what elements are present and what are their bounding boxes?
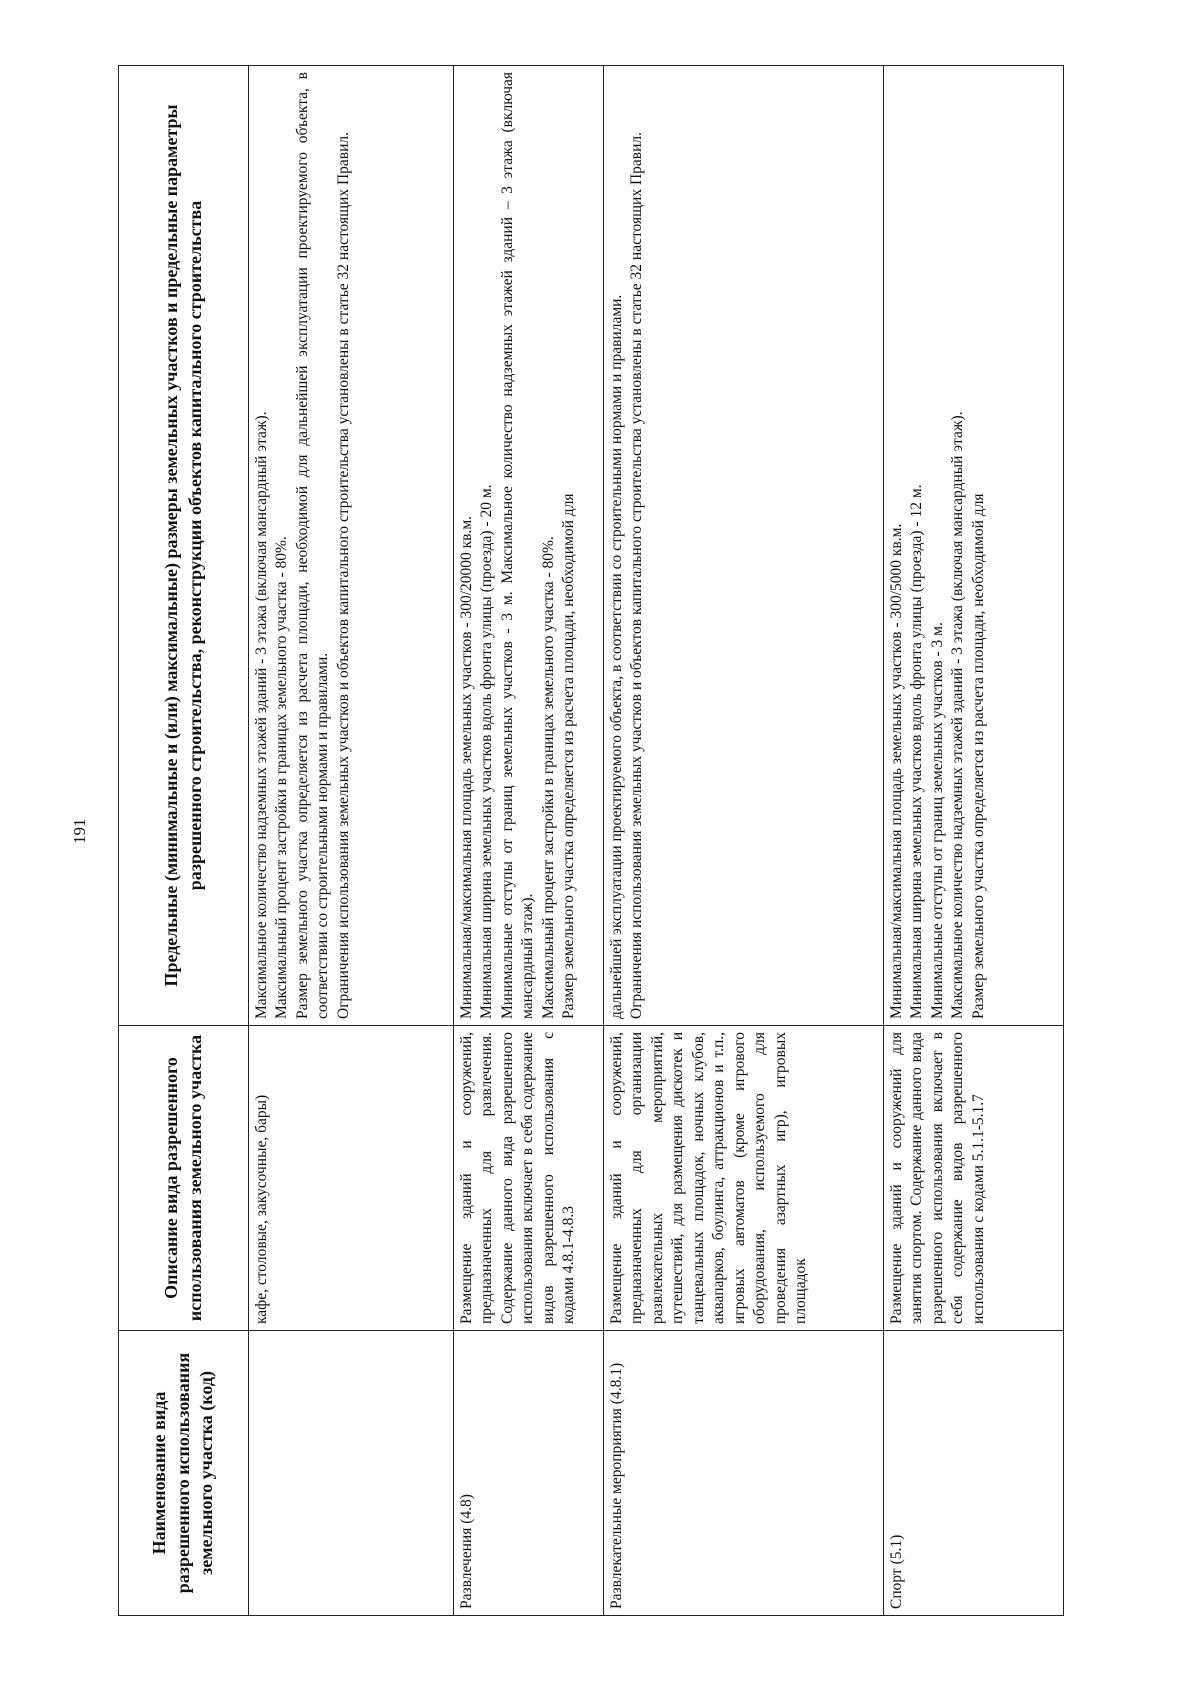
cell-use-name: Развлечения (4.8) (454, 1331, 604, 1616)
param-line: Минимальная/максимальная площадь земельных участков - 300/5000 кв.м. (888, 523, 905, 1019)
page-number: 191 (70, 818, 89, 844)
table-row (884, 66, 1064, 1616)
cell-use-description: Размещение зданий и сооружений, предназначенных для развлечения. Содержание данного вида разрешенного использования включает в себя содержание видов разрешенного использования с кодами 4.8.1-4.8.3 (454, 1026, 604, 1331)
param-line: Максимальный процент застройки в границах земельного участка - 80%. (539, 536, 557, 1019)
param-line: Минимальная ширина земельных участков вдоль фронта улицы (проезда) - 20 м. (478, 484, 496, 1019)
cell-use-name: Спорт (5.1) (884, 1331, 1064, 1616)
param-line: Размер земельного участка определяется из расчета площади, необходимой для (969, 493, 987, 1019)
header-parameters: Предельные (минимальные и (или) максимальные) размеры земельных участков и предельные параметры разрешенного строительства, реконструкции объектов капитального строительства (119, 66, 249, 1026)
cell-use-description: кафе, столовые, закусочные, бары) (249, 1026, 454, 1331)
param-line: Минимальные отступы от границ земельных участков - 3 м. Максимальное количество надземных этажей зданий – 3 этажа (включая мансардный этаж). (498, 72, 537, 1019)
table-row (604, 66, 884, 1616)
cell-use-name: Развлекательные мероприятия (4.8.1) (604, 1331, 884, 1616)
cell-use-description: Размещение зданий и сооружений для занятия спортом. Содержание данного вида разрешенного использования включает в себя содержание видов разрешенного использования с кодами 5.1.1-5.1.7 (884, 1026, 1064, 1331)
param-line: дальнейшей эксплуатации проектируемого объекта, в соответствии со строительными нормами и правилами. (608, 294, 625, 1019)
cell-use-description: Размещение зданий и сооружений, предназначенных для организации развлекательных мероприятий, путешествий, для размещения дискотек и танцевальных площадок, ночных клубов, аквапарков, боулинга, аттракционов и т.п., игровых автоматов (кроме игрового оборудования, используемого для проведения азартных игр), игровых площадок (604, 1026, 884, 1331)
table-row (249, 66, 454, 1616)
param-line: Максимальное количество надземных этажей зданий - 3 этажа (включая мансардный этаж). (253, 411, 270, 1019)
cell-parameters (604, 66, 884, 1026)
param-line: Размер земельного участка определяется из расчета площади, необходимой для (560, 493, 578, 1019)
cell-use-name (249, 1331, 454, 1616)
rotated-page (118, 66, 1118, 1616)
header-use-name: Наименование вида разрешенного использования земельного участка (код) (119, 1331, 249, 1616)
param-line: Минимальная ширина земельных участков вдоль фронта улицы (проезда) - 12 м. (908, 484, 926, 1019)
table-row (454, 66, 604, 1616)
cell-parameters (884, 66, 1064, 1026)
param-line: Минимальные отступы от границ земельных участков - 3 м. (928, 622, 946, 1019)
param-line: Ограничения использования земельных участков и объектов капитального строительства установлены в статье 32 настоящих Правил. (628, 131, 646, 1019)
param-line: Минимальная/максимальная площадь земельных участков - 300/20000 кв.м. (458, 515, 475, 1019)
param-line: Размер земельного участка определяется из расчета площади, необходимой для дальнейшей эксплуатации проектируемого объекта, в соответствии со строительными нормами и правилами. (293, 72, 332, 1019)
table-header-row (119, 66, 249, 1616)
param-line: Максимальный процент застройки в границах земельного участка - 80%. (273, 536, 291, 1019)
cell-parameters (249, 66, 454, 1026)
cell-parameters (454, 66, 604, 1026)
regulations-table (118, 65, 1064, 1616)
header-use-description: Описание вида разрешенного использования земельного участка (119, 1026, 249, 1331)
param-line: Ограничения использования земельных участков и объектов капитального строительства установлены в статье 32 настоящих Правил. (334, 131, 352, 1019)
param-line: Максимальное количество надземных этажей зданий - 3 этажа (включая мансардный этаж). (949, 411, 967, 1019)
